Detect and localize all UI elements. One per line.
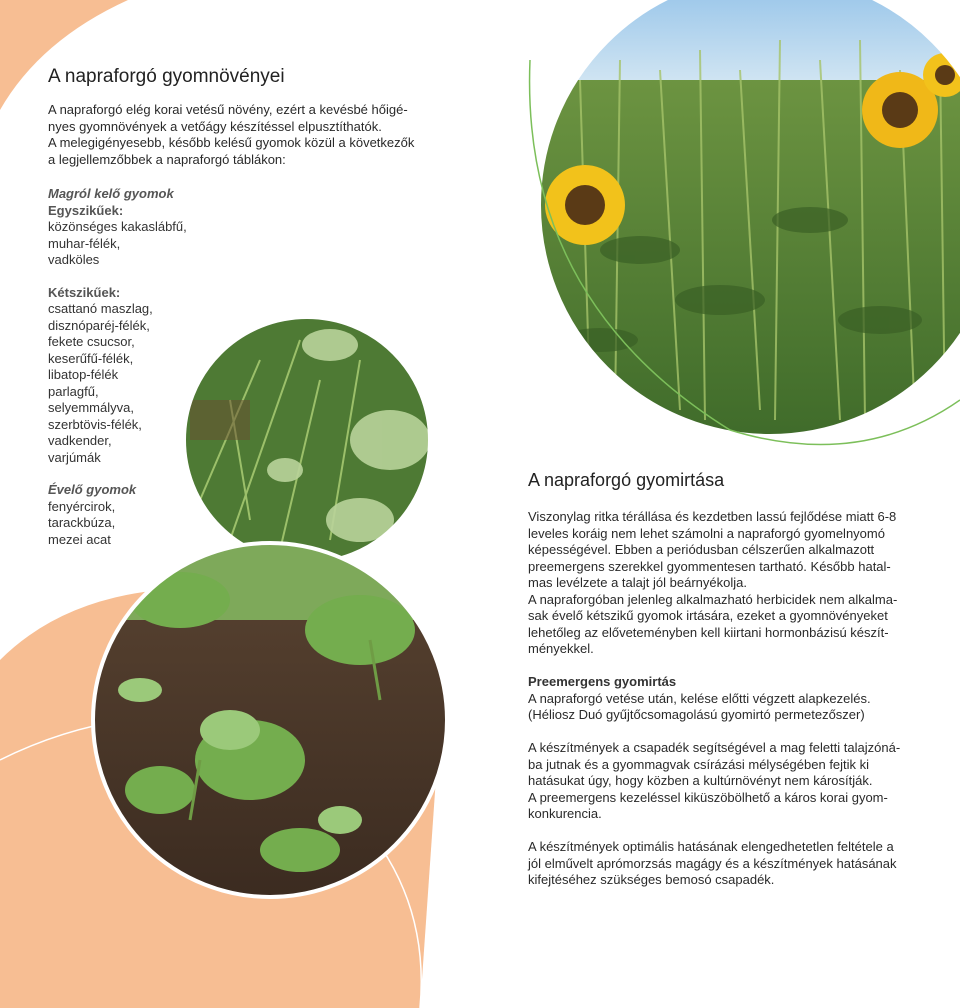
right-title: A napraforgó gyomirtása	[528, 470, 725, 490]
perennial-block	[48, 482, 448, 548]
preemergent-heading: Preemergens gyomirtás	[528, 674, 677, 689]
list-item: vadköles	[48, 252, 100, 267]
list-item: keserűfű-félék,	[48, 350, 134, 366]
text-line: konkurencia.	[528, 806, 602, 821]
left-column	[48, 66, 448, 564]
text-line: A napraforgó vetése után, kelése előtti végzett alapkezelés.	[528, 690, 871, 706]
text-line: kifejtéséhez szükséges bemosó csapadék.	[528, 872, 775, 887]
perennial-heading: Évelő gyomok	[48, 482, 137, 497]
text-line: ményekkel.	[528, 641, 594, 656]
paragraph-4	[528, 839, 912, 889]
text-line: (Héliosz Duó gyűjtőcsomagolású gyomirtó permetezőszer)	[528, 707, 865, 722]
list-item: vadkender,	[48, 433, 112, 448]
perennial-list	[48, 499, 448, 549]
text-line: A preemergens kezeléssel kiküszöbölhető a káros korai gyom-	[528, 789, 888, 805]
text-line: preemergens szerekkel gyommentesen tartható. Később hatal-	[528, 558, 891, 574]
text-line: sak évelő kétszikű gyomok irtására, ezeket a gyomnövényeket	[528, 608, 888, 623]
dicot-heading: Kétszikűek:	[48, 284, 121, 300]
list-item: muhar-félék,	[48, 235, 121, 251]
intro-line: A napraforgó elég korai vetésű növény, ezért a kevésbé hőigé-	[48, 102, 408, 117]
intro-line: nyes gyomnövények a vetőágy készítéssel elpusztíthatók.	[48, 118, 382, 134]
dicot-list	[48, 301, 448, 466]
text-line: A készítmények a csapadék segítségével a mag feletti talajzóná-	[528, 740, 901, 755]
seed-weeds-heading: Magról kelő gyomok	[48, 186, 174, 201]
text-line: jól elművelt aprómorzsás magágy és a készítmények hatásának	[528, 855, 897, 871]
list-item: libatop-félék	[48, 367, 119, 382]
list-item: tarackbúza,	[48, 515, 116, 530]
paragraph-2	[528, 691, 912, 724]
list-item: fekete csucsor,	[48, 334, 135, 349]
seed-weeds-block	[48, 186, 448, 269]
sunflower-field-photo	[530, 0, 960, 440]
list-item: csattanó maszlag,	[48, 301, 153, 316]
monocot-list	[48, 219, 448, 269]
text-line: leveles koráig nem lehet számolni a napraforgó gyomelnyomó	[528, 525, 885, 541]
text-line: ba jutnak és a gyommagvak csírázási mélységében fejtik ki	[528, 756, 870, 772]
text-line: képességével. Ebben a periódusban célszerűen alkalmazott	[528, 542, 875, 557]
intro-line: A melegigényesebb, később kelésű gyomok közül a következők	[48, 135, 415, 150]
intro-line: a legjellemzőbbek a napraforgó táblákon:	[48, 151, 286, 167]
text-line: hatásukat úgy, hogy közben a kultúrnövényt nem károsítják.	[528, 773, 873, 788]
text-line: mas levélzete a talajt jól beárnyékolja.	[528, 575, 747, 590]
text-line: lehetőleg az előveteményben kell kiirtani hormonbázisú készít-	[528, 624, 889, 640]
list-item: mezei acat	[48, 531, 111, 547]
list-item: parlagfű,	[48, 383, 99, 399]
text-line: Viszonylag ritka térállása és kezdetben lassú fejlődése miatt 6-8	[528, 509, 897, 524]
right-column	[528, 470, 912, 889]
intro-paragraph	[48, 102, 440, 168]
text-line: A készítmények optimális hatásának elengedhetetlen feltétele a	[528, 839, 894, 854]
text-line: A napraforgóban jelenleg alkalmazható herbicidek nem alkalma-	[528, 591, 898, 607]
list-item: selyemmályva,	[48, 400, 134, 415]
paragraph-3	[528, 740, 912, 823]
list-item: fenyércirok,	[48, 498, 116, 514]
list-item: disznóparéj-félék,	[48, 317, 150, 333]
left-title: A napraforgó gyomnövényei	[48, 66, 285, 87]
monocot-heading: Egyszikűek:	[48, 202, 124, 218]
dicot-block	[48, 285, 448, 467]
list-item: varjúmák	[48, 449, 101, 465]
paragraph-1	[528, 509, 912, 658]
list-item: közönséges kakaslábfű,	[48, 219, 187, 234]
list-item: szerbtövis-félék,	[48, 416, 142, 432]
